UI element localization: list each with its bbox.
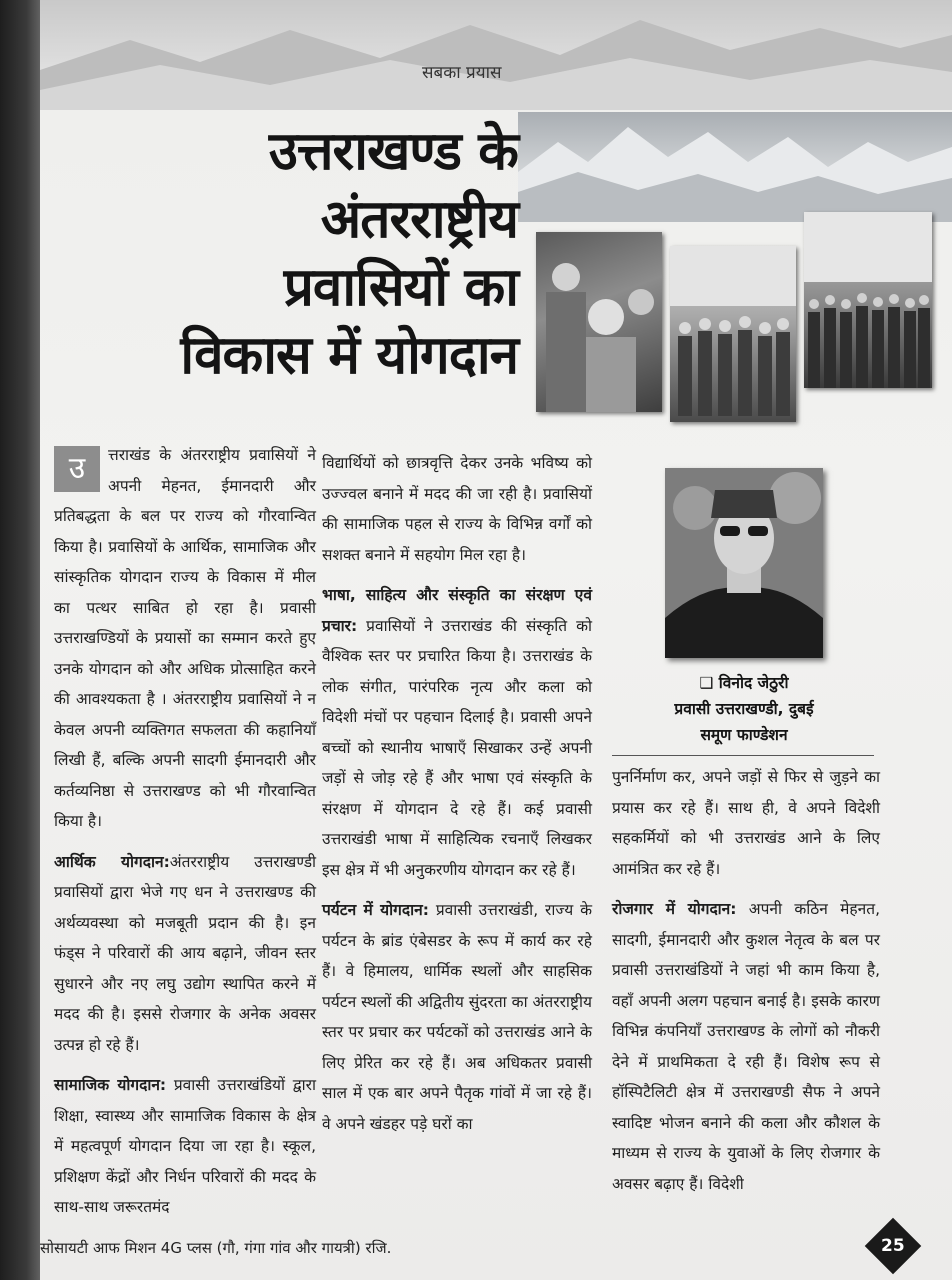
social-paragraph	[54, 1070, 316, 1223]
economic-subhead: आर्थिक योगदान:	[54, 852, 170, 871]
drop-cap: उ	[54, 446, 100, 492]
profile-name: ❑ विनोद जेठुरी	[699, 674, 789, 692]
mountain-banner	[40, 0, 952, 110]
column3-continued-paragraph: पुनर्निर्माण कर, अपने जड़ों से फिर से जुड़ने का प्रयास कर रहे हैं। साथ ही, वे अपने विदेशी सहकर्मियों को भी उत्तराखंड आने के लिए आमंत्रित कर रहे हैं।	[612, 768, 880, 878]
article-headline	[48, 118, 518, 390]
social-text: प्रवासी उत्तराखंडियों द्वारा शिक्षा, स्वास्थ्य और सामाजिक विकास के क्षेत्र में महत्वपूर्ण योगदान दिया जा रहा है। स्कूल, प्रशिक्षण केंद्रों और निर्धन परिवारों की मदद के साथ-साथ जरूरतमंद	[54, 1076, 316, 1216]
economic-text: अंतरराष्ट्रीय उत्तराखण्डी प्रवासियों द्वारा भेजे गए धन ने उत्तराखण्ड की अर्थव्यवस्था को मजबूती प्रदान की है। इन फंड्स ने परिवारों की आय बढ़ाने, जीवन स्तर सुधारने और नए लघु उद्योग स्थापित करने में मदद की है। इससे रोजगार के अनेक अवसर उत्पन्न हो रहे हैं।	[54, 852, 317, 1054]
himalaya-banner-image	[518, 112, 952, 222]
caption-divider	[612, 755, 874, 756]
event-photo-2	[670, 246, 796, 422]
magazine-page	[40, 0, 952, 1280]
intro-paragraph	[54, 440, 316, 837]
page-number: 25	[881, 1235, 905, 1256]
tourism-paragraph	[322, 895, 592, 1139]
headline-line-1: उत्तराखण्ड के	[268, 121, 518, 182]
culture-subhead: भाषा, साहित्य और संस्कृति का संरक्षण एवं प्रचार:	[322, 586, 592, 635]
headline-line-2: अंतरराष्ट्रीय	[320, 189, 518, 250]
event-photo-1	[536, 232, 662, 412]
article-column-3	[612, 762, 880, 1209]
article-column-1	[54, 440, 316, 1233]
profile-photo	[665, 468, 823, 658]
page-binding-edge	[0, 0, 44, 1280]
column2-continued-paragraph: विद्यार्थियों को छात्रवृत्ति देकर उनके भविष्य को उज्ज्वल बनाने में मदद की जा रही है। प्रवासियों की सामाजिक पहल से राज्य के विभिन्न वर्गों को सशक्त बनाने में सहयोग मिल रहा है।	[322, 454, 592, 564]
page-number-badge	[865, 1218, 922, 1275]
article-column-2	[322, 448, 592, 1149]
economic-paragraph	[54, 847, 316, 1061]
event-photo-3	[804, 212, 932, 388]
profile-org: समूण फाण्डेशन	[700, 726, 788, 744]
section-label: सबका प्रयास	[422, 63, 502, 83]
employment-paragraph	[612, 894, 880, 1199]
headline-line-3: प्रवासियों का	[283, 257, 518, 318]
intro-text: त्तराखंड के अंतरराष्ट्रीय प्रवासियों ने अपनी मेहनत, ईमानदारी और प्रतिबद्धता के बल पर राज्य को गौरवान्वित किया है। प्रवासियों के आर्थिक, सामाजिक और सांस्कृतिक योगदान राज्य के विकास में मील का पत्थर साबित हो रहा है। प्रवासी उत्तराखण्डियों के प्रयासों का सम्मान करते हुए उनके योगदान को और अधिक प्रोत्साहित करने की आवश्यकता है । अंतरराष्ट्रीय प्रवासियों ने न केवल अपनी व्यक्तिगत सफलता की कहानियाँ लिखी हैं, बल्कि अपनी सादगी ईमानदारी और कर्तव्यनिष्ठा से उत्तराखण्ड को भी गौरवान्वित किया है।	[54, 446, 316, 830]
tourism-text: प्रवासी उत्तराखंडी, राज्य के पर्यटन के ब्रांड एंबेसडर के रूप में कार्य कर रहे हैं। वे हिमालय, धार्मिक स्थलों और साहसिक पर्यटन स्थलों की अद्वितीय सुंदरता का अंतरराष्ट्रीय स्तर पर प्रचार कर पर्यटकों को उत्तराखंड आने के लिए प्रेरित कर रहे हैं। अब अधिकतर प्रवासी साल में एक बार अपने पैतृक गांवों में जा रहे हैं। वे अपने खंडहर पड़े घरों का	[322, 901, 592, 1133]
tourism-subhead: पर्यटन में योगदान:	[322, 901, 429, 919]
profile-caption	[616, 670, 872, 748]
culture-text: प्रवासियों ने उत्तराखंड की संस्कृति को वैश्विक स्तर पर प्रचारित किया है। उत्तराखंड के लोक संगीत, पारंपरिक नृत्य और कला को विदेशी मंचों पर पहचान दिलाई है। प्रवासी अपने बच्चों को स्थानीय भाषाएँ सिखाकर उन्हें अपनी जड़ों से जोड़ रहे हैं और भाषा एवं संस्कृति के संरक्षण में योगदान दे रहे हैं। कई प्रवासी उत्तराखंडी भाषा में साहित्यिक रचनाएँ लिखकर इस क्षेत्र में भी अनुकरणीय योगदान कर रहे हैं।	[322, 616, 592, 879]
employment-subhead: रोजगार में योगदान:	[612, 900, 737, 918]
footer-society-name: सोसायटी आफ मिशन 4G प्लस (गौ, गंगा गांव और गायत्री) रजि.	[40, 1239, 392, 1257]
headline-line-4: विकास में योगदान	[180, 325, 518, 386]
social-subhead: सामाजिक योगदान:	[54, 1076, 167, 1094]
culture-paragraph	[322, 580, 592, 885]
profile-role: प्रवासी उत्तराखण्डी, दुबई	[674, 700, 814, 718]
employment-text: अपनी कठिन मेहनत, सादगी, ईमानदारी और कुशल नेतृत्व के बल पर प्रवासी उत्तराखंडियों ने जहां भी काम किया है, वहाँ अपनी अलग पहचान बनाई है। इसके कारण विभिन्न कंपनियाँ उत्तराखण्ड के लोगों को नौकरी देने में प्राथमिकता दे रही हैं। विशेष रूप से हॉस्पिटैलिटी क्षेत्र में उत्तराखण्डी सैफ ने अपने स्वादिष्ट भोजन बनाने की कला और कौशल के माध्यम से राज्य के युवाओं के लिए रोजगार के अवसर बढ़ाए हैं। विदेशी	[612, 900, 881, 1193]
